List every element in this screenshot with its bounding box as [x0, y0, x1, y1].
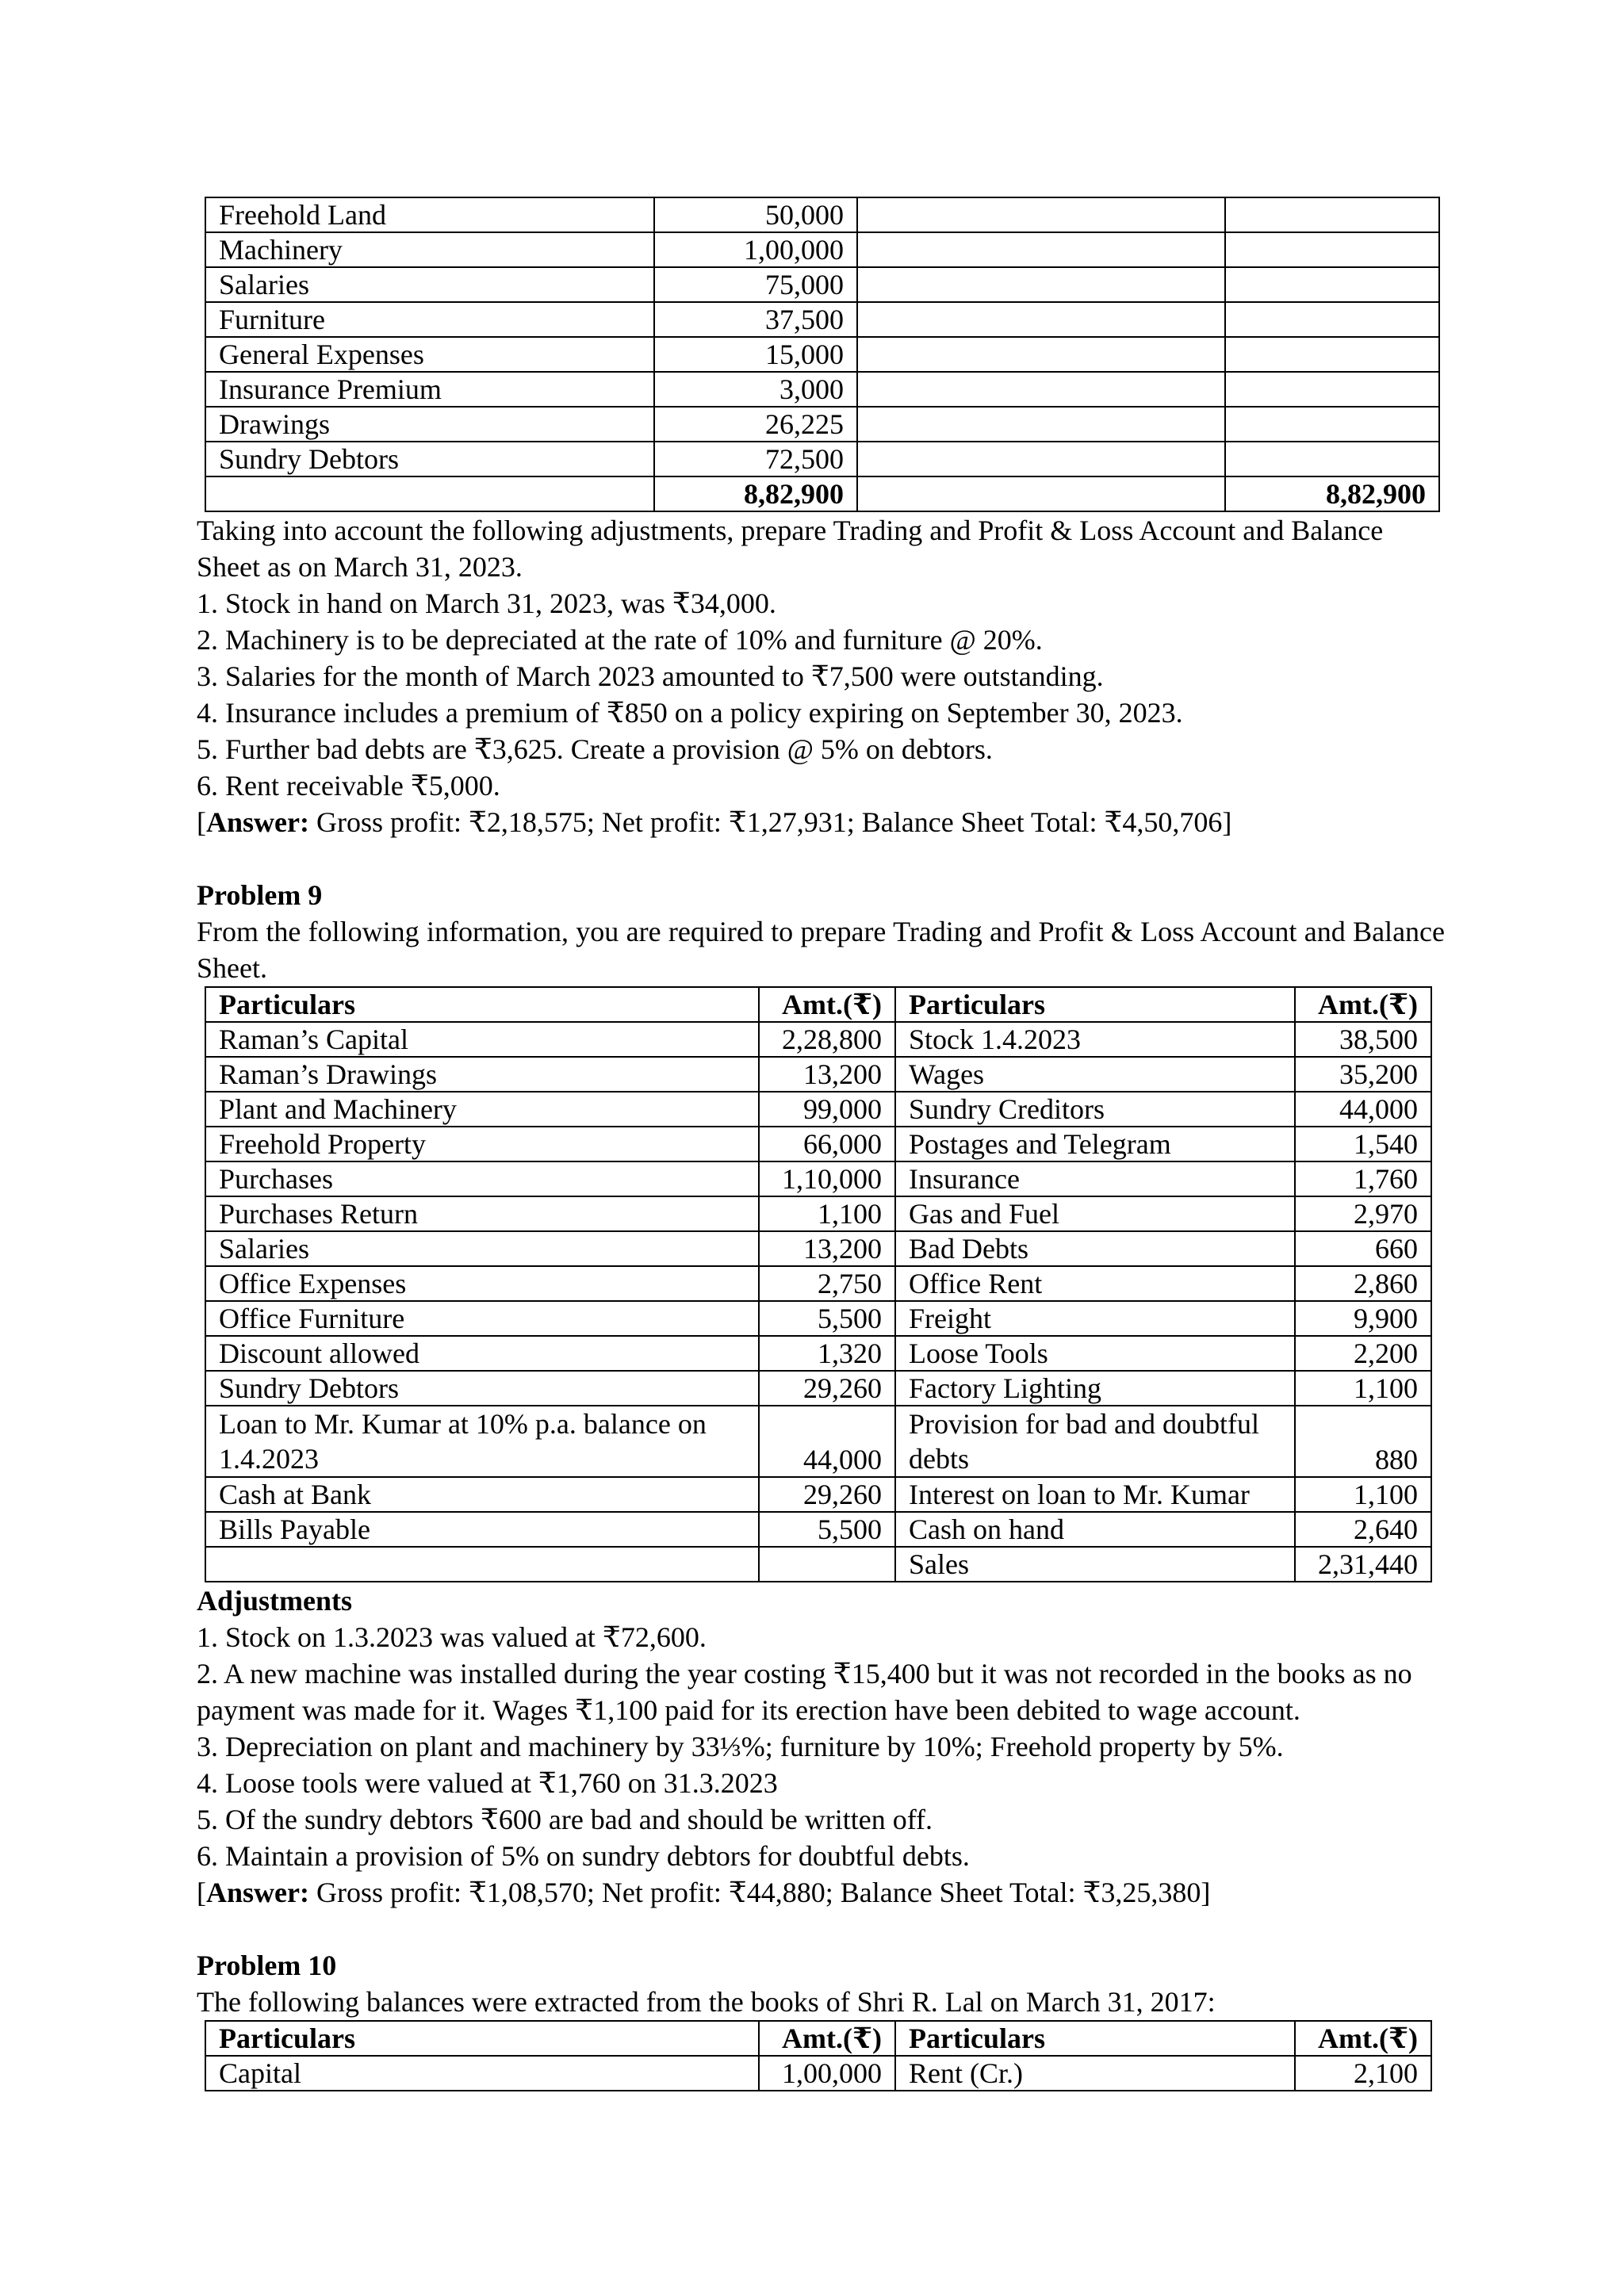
total-credit: 8,82,900	[1225, 476, 1439, 511]
right-particular: Provision for bad and doubtful debts	[895, 1406, 1295, 1477]
account-name: Machinery	[205, 232, 654, 267]
right-particular: Bad Debts	[895, 1231, 1295, 1266]
total-row	[205, 476, 1439, 511]
left-amount: 5,500	[759, 1301, 895, 1336]
list-item: 6. Rent receivable ₹5,000.	[197, 770, 500, 802]
left-amount: 1,00,000	[759, 2056, 895, 2091]
empty-cell	[1225, 267, 1439, 302]
left-amount: 29,260	[759, 1371, 895, 1406]
table-row	[205, 1336, 1431, 1371]
empty-cell	[1225, 197, 1439, 232]
left-amount: 29,260	[759, 1477, 895, 1512]
account-name: Insurance Premium	[205, 372, 654, 407]
total-debit: 8,82,900	[654, 476, 857, 511]
right-amount: 2,640	[1295, 1512, 1431, 1547]
left-amount: 5,500	[759, 1512, 895, 1547]
empty-cell	[857, 197, 1225, 232]
table-row	[205, 1231, 1431, 1266]
table-row	[205, 2056, 1431, 2091]
header-row	[205, 2021, 1431, 2056]
list-item: 3. Depreciation on plant and machinery by 33⅓%; furniture by 10%; Freehold property by 5%.	[197, 1731, 1284, 1762]
left-amount: 1,320	[759, 1336, 895, 1371]
list-item: 2. A new machine was installed during the year costing ₹15,400 but it was not recorded in the books as no payment was made for it. Wages ₹1,100 paid for its erection have been debited to wage account.	[197, 1658, 1412, 1726]
left-particular: Loan to Mr. Kumar at 10% p.a. balance on 1.4.2023	[205, 1406, 759, 1477]
left-particular: Discount allowed	[205, 1336, 759, 1371]
right-particular: Stock 1.4.2023	[895, 1022, 1295, 1057]
right-amount: 2,31,440	[1295, 1547, 1431, 1582]
empty-cell	[857, 372, 1225, 407]
table-row	[205, 442, 1439, 476]
empty-cell	[1225, 407, 1439, 442]
list-item: 5. Further bad debts are ₹3,625. Create a provision @ 5% on debtors.	[197, 733, 993, 765]
right-particular: Gas and Fuel	[895, 1196, 1295, 1231]
right-particular: Wages	[895, 1057, 1295, 1092]
left-amount: 13,200	[759, 1231, 895, 1266]
table-row	[205, 1512, 1431, 1547]
empty-cell	[857, 337, 1225, 372]
table-row	[205, 1301, 1431, 1336]
empty-cell	[1225, 232, 1439, 267]
account-name: Furniture	[205, 302, 654, 337]
list-item: 4. Loose tools were valued at ₹1,760 on 31.3.2023	[197, 1767, 778, 1799]
debit-amount: 50,000	[654, 197, 857, 232]
left-particular: Bills Payable	[205, 1512, 759, 1547]
table-row	[205, 232, 1439, 267]
list-item: 1. Stock on 1.3.2023 was valued at ₹72,600.	[197, 1621, 707, 1653]
right-amount: 38,500	[1295, 1022, 1431, 1057]
problem8-adjustments	[197, 585, 1445, 804]
account-name: Freehold Land	[205, 197, 654, 232]
table-row	[205, 302, 1439, 337]
debit-amount: 26,225	[654, 407, 857, 442]
left-particular: Office Furniture	[205, 1301, 759, 1336]
left-particular: Capital	[205, 2056, 759, 2091]
left-amount: 44,000	[759, 1406, 895, 1477]
left-amount: 13,200	[759, 1057, 895, 1092]
table-row	[205, 1057, 1431, 1092]
empty-cell	[857, 476, 1225, 511]
empty-cell	[857, 267, 1225, 302]
header-amount: Amt.(₹)	[1295, 2021, 1431, 2056]
table-row	[205, 407, 1439, 442]
left-particular: Office Expenses	[205, 1266, 759, 1301]
header-particulars: Particulars	[205, 987, 759, 1022]
empty-cell	[857, 302, 1225, 337]
account-name: Sundry Debtors	[205, 442, 654, 476]
left-particular: Plant and Machinery	[205, 1092, 759, 1127]
problem10-table	[205, 2020, 1432, 2091]
empty-cell	[1225, 337, 1439, 372]
empty-cell	[1225, 442, 1439, 476]
problem9-intro: From the following information, you are required to prepare Trading and Profit & Loss Account and Balance Sheet.	[197, 916, 1445, 984]
right-particular: Sundry Creditors	[895, 1092, 1295, 1127]
problem9-adjustments	[197, 1619, 1445, 1874]
left-amount: 99,000	[759, 1092, 895, 1127]
right-amount: 880	[1295, 1406, 1431, 1477]
left-particular: Freehold Property	[205, 1127, 759, 1161]
table-row	[205, 1161, 1431, 1196]
left-amount: 2,28,800	[759, 1022, 895, 1057]
table-row	[205, 267, 1439, 302]
debit-amount: 15,000	[654, 337, 857, 372]
right-particular: Factory Lighting	[895, 1371, 1295, 1406]
table-row	[205, 1022, 1431, 1057]
problem9-answer: [Answer: Gross profit: ₹1,08,570; Net profit: ₹44,880; Balance Sheet Total: ₹3,25,380]	[197, 1877, 1211, 1908]
problem9-table	[205, 986, 1432, 1582]
right-amount: 2,860	[1295, 1266, 1431, 1301]
right-amount: 2,970	[1295, 1196, 1431, 1231]
table-row	[205, 1371, 1431, 1406]
left-amount: 66,000	[759, 1127, 895, 1161]
left-amount: 1,10,000	[759, 1161, 895, 1196]
right-amount: 9,900	[1295, 1301, 1431, 1336]
table-row	[205, 1477, 1431, 1512]
problem8-answer: [Answer: Gross profit: ₹2,18,575; Net profit: ₹1,27,931; Balance Sheet Total: ₹4,50,706]	[197, 806, 1232, 838]
list-item: 6. Maintain a provision of 5% on sundry debtors for doubtful debts.	[197, 1840, 970, 1872]
right-amount: 44,000	[1295, 1092, 1431, 1127]
left-particular: Purchases Return	[205, 1196, 759, 1231]
right-amount: 1,540	[1295, 1127, 1431, 1161]
account-name: Salaries	[205, 267, 654, 302]
right-particular: Interest on loan to Mr. Kumar	[895, 1477, 1295, 1512]
empty-cell	[857, 442, 1225, 476]
left-particular: Raman’s Drawings	[205, 1057, 759, 1092]
empty-cell	[205, 476, 654, 511]
right-amount: 660	[1295, 1231, 1431, 1266]
table-row	[205, 372, 1439, 407]
table-row	[205, 1196, 1431, 1231]
left-particular: Cash at Bank	[205, 1477, 759, 1512]
empty-cell	[1225, 302, 1439, 337]
header-amount: Amt.(₹)	[1295, 987, 1431, 1022]
table-row	[205, 197, 1439, 232]
problem9-title: Problem 9	[197, 879, 323, 911]
header-particulars: Particulars	[895, 2021, 1295, 2056]
header-amount: Amt.(₹)	[759, 2021, 895, 2056]
header-particulars: Particulars	[895, 987, 1295, 1022]
empty-cell	[1225, 372, 1439, 407]
empty-cell	[857, 232, 1225, 267]
table-row	[205, 1406, 1431, 1477]
list-item: 4. Insurance includes a premium of ₹850 on a policy expiring on September 30, 2023.	[197, 697, 1183, 729]
problem8-intro: Taking into account the following adjustments, prepare Trading and Profit & Loss Account and Balance Sheet as on March 31, 2023.	[197, 515, 1384, 583]
table-row	[205, 337, 1439, 372]
list-item: 2. Machinery is to be depreciated at the rate of 10% and furniture @ 20%.	[197, 624, 1043, 656]
left-particular: Purchases	[205, 1161, 759, 1196]
list-item: 1. Stock in hand on March 31, 2023, was ₹34,000.	[197, 587, 776, 619]
header-particulars: Particulars	[205, 2021, 759, 2056]
debit-amount: 1,00,000	[654, 232, 857, 267]
right-amount: 1,100	[1295, 1477, 1431, 1512]
header-row	[205, 987, 1431, 1022]
right-particular: Office Rent	[895, 1266, 1295, 1301]
problem10-title: Problem 10	[197, 1950, 337, 1981]
right-amount: 2,200	[1295, 1336, 1431, 1371]
left-particular: Sundry Debtors	[205, 1371, 759, 1406]
right-amount: 2,100	[1295, 2056, 1431, 2091]
left-particular: Raman’s Capital	[205, 1022, 759, 1057]
header-amount: Amt.(₹)	[759, 987, 895, 1022]
left-amount: 1,100	[759, 1196, 895, 1231]
table-row	[205, 1092, 1431, 1127]
right-particular: Cash on hand	[895, 1512, 1295, 1547]
left-amount: 2,750	[759, 1266, 895, 1301]
left-particular: Salaries	[205, 1231, 759, 1266]
account-name: General Expenses	[205, 337, 654, 372]
right-amount: 35,200	[1295, 1057, 1431, 1092]
left-amount	[759, 1547, 895, 1582]
table-row	[205, 1266, 1431, 1301]
problem10-intro: The following balances were extracted from the books of Shri R. Lal on March 31, 2017:	[197, 1986, 1216, 2018]
table-row	[205, 1547, 1431, 1582]
left-particular	[205, 1547, 759, 1582]
right-amount: 1,100	[1295, 1371, 1431, 1406]
right-particular: Postages and Telegram	[895, 1127, 1295, 1161]
debit-amount: 72,500	[654, 442, 857, 476]
page	[197, 197, 1445, 2091]
list-item: 5. Of the sundry debtors ₹600 are bad and should be written off.	[197, 1804, 933, 1835]
account-name: Drawings	[205, 407, 654, 442]
debit-amount: 3,000	[654, 372, 857, 407]
right-particular: Sales	[895, 1547, 1295, 1582]
adjustments-title: Adjustments	[197, 1585, 353, 1617]
list-item: 3. Salaries for the month of March 2023 amounted to ₹7,500 were outstanding.	[197, 660, 1104, 692]
right-particular: Freight	[895, 1301, 1295, 1336]
debit-amount: 75,000	[654, 267, 857, 302]
empty-cell	[857, 407, 1225, 442]
trial-balance-continuation-table	[205, 197, 1440, 512]
table-row	[205, 1127, 1431, 1161]
right-amount: 1,760	[1295, 1161, 1431, 1196]
right-particular: Insurance	[895, 1161, 1295, 1196]
right-particular: Loose Tools	[895, 1336, 1295, 1371]
debit-amount: 37,500	[654, 302, 857, 337]
right-particular: Rent (Cr.)	[895, 2056, 1295, 2091]
